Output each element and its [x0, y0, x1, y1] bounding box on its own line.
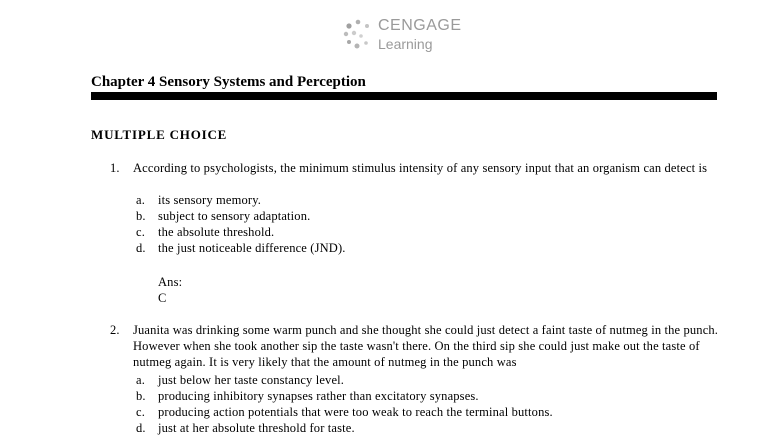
logo-brand-text: CENGAGE — [378, 17, 462, 34]
option-letter: b. — [136, 389, 146, 403]
question-stem: Juanita was drinking some warm punch and she thought she could just detect a faint taste of nutmeg in the punch. However when she took another sip the taste wasn't there. On the third sip she could just make out the taste of nutmeg again. It is very likely that the amount of nutmeg in the punch was — [133, 323, 719, 369]
question-stem: According to psychologists, the minimum stimulus intensity of any sensory input that an organism can detect is — [133, 161, 708, 175]
answer: Ans: C — [158, 275, 183, 305]
option-text: just below her taste constancy level. — [158, 373, 345, 387]
chapter-title: Chapter 4 Sensory Systems and Perception — [91, 74, 366, 90]
logo-sub-text: Learning — [378, 36, 433, 52]
section-title: MULTIPLE CHOICE — [91, 127, 228, 142]
cengage-logo-icon — [342, 18, 374, 50]
option-text: its sensory memory. — [158, 193, 262, 207]
option-text: producing inhibitory synapses rather than excitatory synapses. — [158, 389, 479, 403]
option-letter: a. — [136, 193, 145, 207]
option-letter: a. — [136, 373, 145, 387]
cengage-logo — [342, 14, 472, 58]
option-letter: d. — [136, 241, 146, 255]
title-rule — [91, 92, 717, 100]
option-text: the absolute threshold. — [158, 225, 275, 239]
option-text: subject to sensory adaptation. — [158, 209, 311, 223]
option-letter: b. — [136, 209, 146, 223]
option-letter: c. — [136, 405, 145, 419]
question-number: 2. — [110, 323, 120, 337]
option-text: producing action potentials that were too weak to reach the terminal buttons. — [158, 405, 553, 419]
option-text: just at her absolute threshold for taste. — [158, 421, 355, 435]
option-text: the just noticeable difference (JND). — [158, 241, 346, 255]
option-letter: d. — [136, 421, 146, 435]
option-letter: c. — [136, 225, 145, 239]
question-number: 1. — [110, 161, 120, 175]
